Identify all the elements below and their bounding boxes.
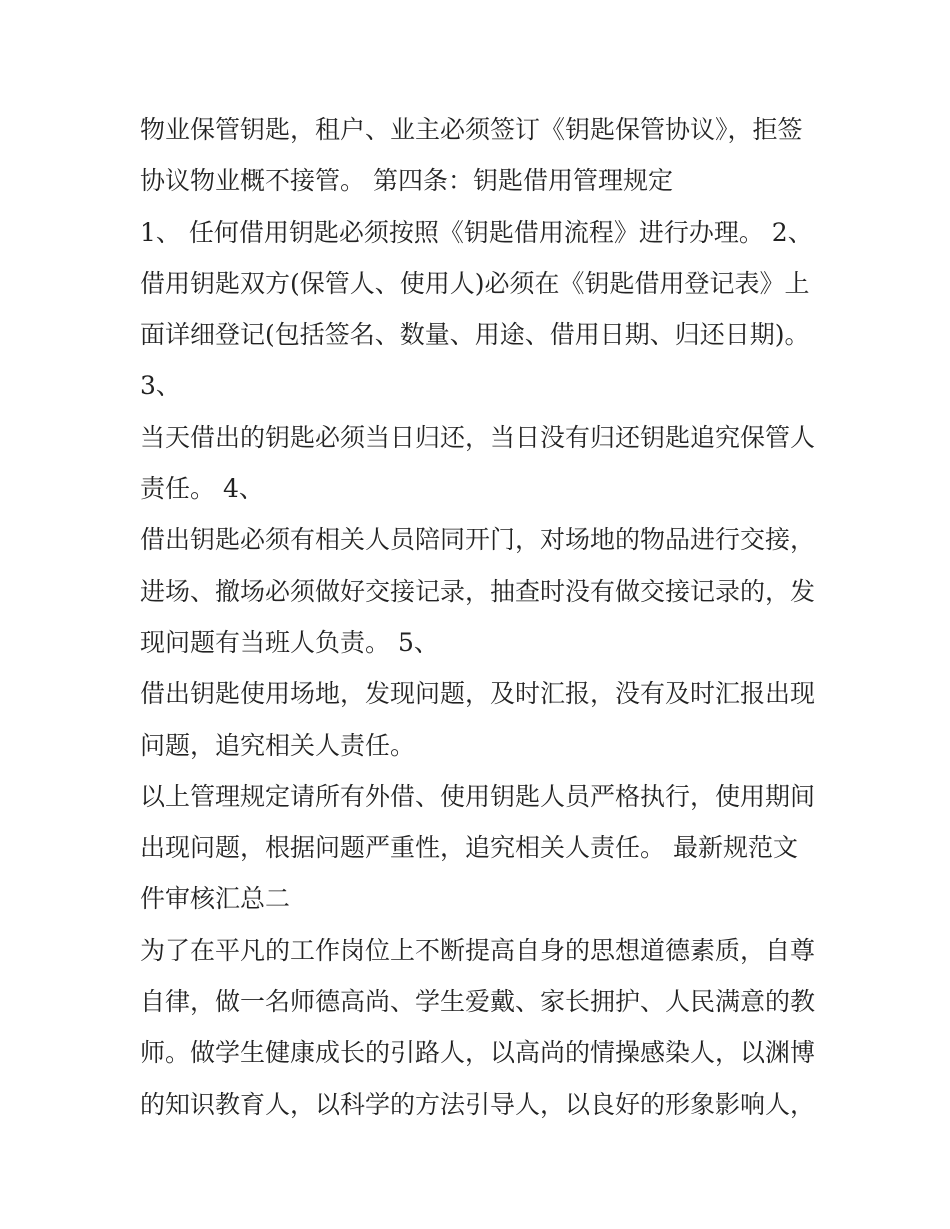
text-line: 自律，做一名师德高尚、学生爱戴、家长拥护、人民满意的教	[140, 987, 816, 1017]
text-line: 现问题有当班人负责。 5、	[140, 627, 439, 657]
body-text	[140, 104, 820, 1130]
text-line: 借出钥匙使用场地，发现问题，及时汇报，没有及时汇报出现	[140, 679, 816, 709]
text-line: 件审核汇总二	[140, 884, 291, 914]
text-line: 以上管理规定请所有外借、使用钥匙人员严格执行，使用期间	[140, 781, 816, 811]
text-line: 责任。 4、	[140, 474, 264, 504]
text-line: 的知识教育人，以科学的方法引导人，以良好的形象影响人，	[140, 1089, 816, 1119]
text-line: 协议物业概不接管。 第四条：钥匙借用管理规定	[140, 166, 673, 196]
text-line: 面详细登记(包括签名、数量、用途、借用日期、归还日期)。	[140, 320, 810, 350]
text-line: 物业保管钥匙，租户、业主必须签订《钥匙保管协议》，拒签	[140, 115, 803, 144]
text-line: 当天借出的钥匙必须当日归还，当日没有归还钥匙追究保管人	[140, 422, 816, 452]
text-line: 为了在平凡的工作岗位上不断提高自身的思想道德素质，自尊	[140, 935, 816, 965]
text-line: 进场、撤场必须做好交接记录，抽查时没有做交接记录的，发	[140, 576, 816, 606]
text-line: 师。做学生健康成长的引路人，以高尚的情操感染人，以渊博	[140, 1038, 816, 1068]
text-line: 出现问题，根据问题严重性，追究相关人责任。 最新规范文	[140, 833, 798, 863]
text-line: 3、	[140, 371, 181, 401]
text-line: 问题，追究相关人责任。	[140, 730, 416, 760]
text-line: 借出钥匙必须有相关人员陪同开门，对场地的物品进行交接，	[140, 525, 816, 555]
text-line: 借用钥匙双方(保管人、使用人)必须在《钥匙借用登记表》上	[140, 268, 810, 298]
text-line: 1、 任何借用钥匙必须按照《钥匙借用流程》进行办理。 2、	[140, 217, 813, 247]
